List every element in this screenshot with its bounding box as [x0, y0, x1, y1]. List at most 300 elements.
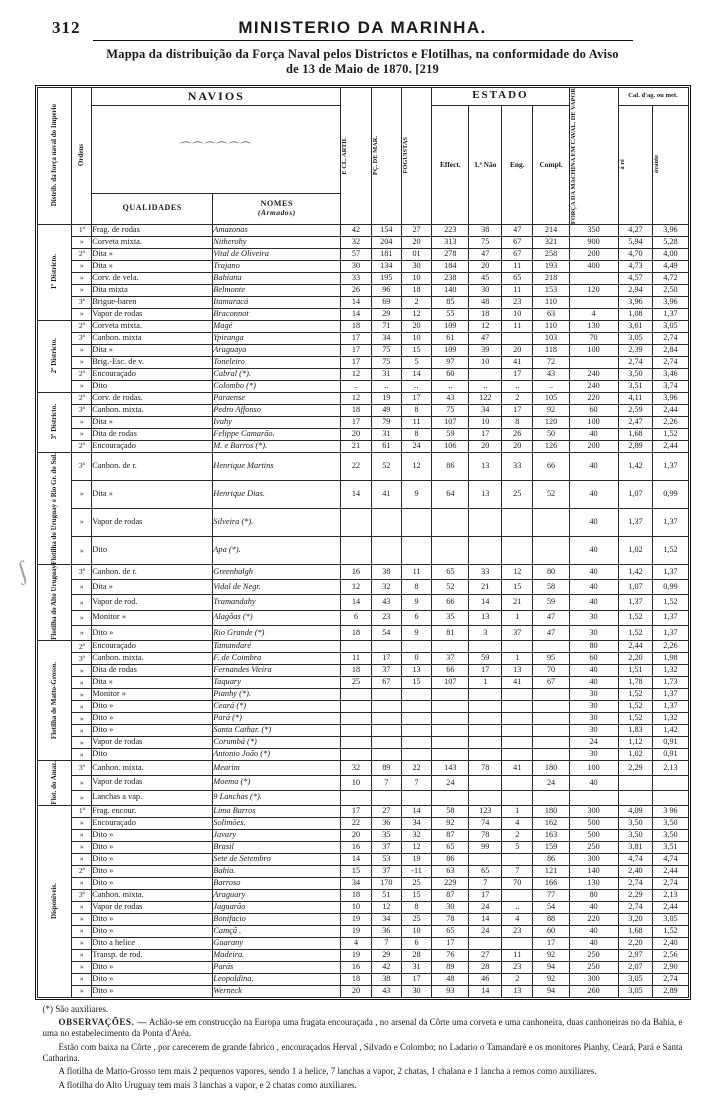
cell-num-4: 60 [432, 368, 469, 380]
cell-calado-avante: 1,42 [653, 725, 688, 737]
cell-num-1: 20 [341, 829, 371, 841]
district-label-text: 1º Districto. [49, 254, 58, 290]
cell-calado-avante: 1,32 [653, 665, 688, 677]
cell-num-6 [502, 889, 533, 901]
cell-num-6: 65 [502, 272, 533, 284]
cell-nome: Felippe Camarão. [213, 428, 341, 440]
cell-qualidade: Dita de rodas [92, 428, 213, 440]
cell-num-4: 85 [432, 296, 469, 308]
cell-num-7: 17 [533, 937, 569, 949]
cell-num-2: 51 [371, 889, 401, 901]
cell-qualidade: Dito » [92, 865, 213, 877]
cell-num-8: 40 [569, 536, 618, 564]
note-2: Estão com baixa na Côrte , por carecerem de grande fabrico , encouraçados Herval , Silvado e Colombo; no Ladario o Tamandaré e os monitores Pianhy, Ceará, Pará e Santa Catharina. [42, 1041, 683, 1063]
cell-num-1: 57 [341, 248, 371, 260]
district-label-text: Flotilha do Alto Uruguay [49, 565, 58, 641]
cell-nome: Tamandaré [213, 641, 341, 653]
cell-num-3: 20 [401, 236, 431, 248]
cell-num-4: 65 [432, 841, 469, 853]
cell-calado-avante: 2,74 [653, 877, 688, 889]
cell-num-4: 35 [432, 610, 469, 625]
cell-nome: Antonio João (*) [213, 749, 341, 761]
cell-nome: Pianhy (*). [213, 689, 341, 701]
cell-num-1: 18 [341, 404, 371, 416]
cell-calado-re: 1,52 [618, 713, 653, 725]
cell-num-2: 96 [371, 284, 401, 296]
cell-num-1: 6 [341, 610, 371, 625]
cell-qualidade: Dita » [92, 677, 213, 689]
cell-ordem: » [72, 536, 92, 564]
cell-ordem: » [72, 356, 92, 368]
cell-nome: Cabral (*). [213, 368, 341, 380]
cell-num-8: 120 [569, 284, 618, 296]
header-navios: NAVIOS [92, 87, 341, 105]
title-rule [93, 40, 633, 41]
cell-num-1: 15 [341, 865, 371, 877]
cell-num-5: 34 [469, 404, 502, 416]
cell-nome: Werneck [213, 985, 341, 997]
cell-calado-re: 1,37 [618, 595, 653, 610]
cell-num-5: 30 [469, 284, 502, 296]
cell-num-3: 8 [401, 404, 431, 416]
cell-num-6: 8 [502, 416, 533, 428]
cell-calado-avante: 1,52 [653, 428, 688, 440]
table-row [37, 404, 688, 416]
subtitle-line-2: de 13 de Maio de 1870. [219 [286, 61, 439, 76]
cell-num-1: 18 [341, 625, 371, 640]
cell-qualidade: Dito » [92, 713, 213, 725]
header-effect: Effect. [432, 105, 469, 224]
cell-num-3: 12 [401, 841, 431, 853]
cell-qualidade: Dita » [92, 260, 213, 272]
cell-num-8: 250 [569, 841, 618, 853]
district-label [37, 392, 72, 452]
table-row [37, 248, 688, 260]
cell-num-1: 20 [341, 428, 371, 440]
cell-num-8: 100 [569, 761, 618, 776]
cell-calado-avante: 1,52 [653, 536, 688, 564]
cell-num-7: 77 [533, 889, 569, 901]
cell-calado-re: 1,12 [618, 737, 653, 749]
cell-num-3: 01 [401, 248, 431, 260]
table-row [37, 452, 688, 480]
cell-qualidade: Brigue-baren [92, 296, 213, 308]
cell-num-7: 80 [533, 565, 569, 580]
cell-num-2: 170 [371, 877, 401, 889]
cell-num-6: 33 [502, 452, 533, 480]
cell-num-2: 43 [371, 595, 401, 610]
cell-num-7: 92 [533, 973, 569, 985]
cell-num-8: 24 [569, 737, 618, 749]
cell-qualidade: Dito » [92, 877, 213, 889]
cell-num-8: 500 [569, 817, 618, 829]
cell-nome: Ypiranga [213, 332, 341, 344]
cell-num-5: 47 [469, 332, 502, 344]
cell-num-4: 93 [432, 985, 469, 997]
cell-num-2: 32 [371, 580, 401, 595]
cell-qualidade: Corv. de vela. [92, 272, 213, 284]
cell-num-5 [469, 749, 502, 761]
cell-num-6: 2 [502, 829, 533, 841]
cell-ordem: » [72, 665, 92, 677]
cell-num-5: 38 [469, 224, 502, 236]
cell-qualidade: Dito » [92, 725, 213, 737]
cell-num-5: 123 [469, 805, 502, 817]
cell-ordem: 1ª [72, 805, 92, 817]
table-row [37, 973, 688, 985]
cell-num-2: 67 [371, 677, 401, 689]
cell-nome: Tramandahy [213, 595, 341, 610]
cell-num-7: 63 [533, 308, 569, 320]
cell-num-7 [533, 749, 569, 761]
district-label [37, 224, 72, 320]
header-compl: Compl. [533, 105, 569, 224]
cell-ordem: 2ª [72, 248, 92, 260]
cell-num-6: 4 [502, 913, 533, 925]
cell-num-7: 92 [533, 949, 569, 961]
header-distrito: Distrib. da força naval do Imperio [37, 87, 72, 224]
cell-calado-avante: 2,44 [653, 865, 688, 877]
district-label [37, 761, 72, 806]
table-row [37, 416, 688, 428]
cell-num-8: 220 [569, 392, 618, 404]
table-row [37, 961, 688, 973]
cell-num-7: 94 [533, 985, 569, 997]
cell-num-1: 18 [341, 320, 371, 332]
cell-num-7: 70 [533, 665, 569, 677]
cell-num-4 [432, 725, 469, 737]
header-primeira-nao: 1.ª Não [469, 105, 502, 224]
header-pc-mar: PÇ. DE MAR. [371, 87, 401, 224]
cell-qualidade: Frag. de rodas [92, 224, 213, 236]
cell-num-5: 59 [469, 653, 502, 665]
cell-num-2: 75 [371, 344, 401, 356]
cell-num-7: 67 [533, 677, 569, 689]
cell-num-1: 17 [341, 416, 371, 428]
cell-num-7: 121 [533, 865, 569, 877]
cell-num-5: 39 [469, 344, 502, 356]
cell-num-6 [502, 508, 533, 536]
cell-num-3: 8 [401, 580, 431, 595]
cell-num-1 [341, 641, 371, 653]
cell-ordem: 1ª [72, 224, 92, 236]
cell-num-5 [469, 701, 502, 713]
cell-num-2: 71 [371, 320, 401, 332]
cell-num-8: 130 [569, 320, 618, 332]
cell-num-5: 45 [469, 272, 502, 284]
cell-num-5 [469, 508, 502, 536]
cell-num-6: 4 [502, 817, 533, 829]
table-row [37, 508, 688, 536]
cell-num-5: 21 [469, 580, 502, 595]
cell-num-6: 11 [502, 284, 533, 296]
cell-num-4: 61 [432, 332, 469, 344]
cell-num-8: 100 [569, 344, 618, 356]
cell-qualidade: Dita » [92, 344, 213, 356]
cell-calado-re: 2,44 [618, 641, 653, 653]
cell-calado-re: 4,09 [618, 805, 653, 817]
table-body [37, 224, 688, 997]
cell-num-5: 14 [469, 595, 502, 610]
cell-ordem: » [72, 775, 92, 790]
cell-num-4: 76 [432, 949, 469, 961]
cell-ordem: 3ª [72, 296, 92, 308]
cell-num-8 [569, 790, 618, 805]
table-row [37, 380, 688, 392]
cell-num-1 [341, 713, 371, 725]
cell-num-3: 9 [401, 625, 431, 640]
cell-num-5: 20 [469, 260, 502, 272]
cell-num-7: 58 [533, 580, 569, 595]
cell-qualidade: Dito [92, 536, 213, 564]
cell-num-3: 30 [401, 985, 431, 997]
note-3: A flotilha de Matto-Grosso tem mais 2 pequenos vapores, sendo 1 a helice, 7 lanchas a vapor, 2 chatas, 1 chalana e 1 lancha a remos como auxiliares. [58, 1066, 597, 1077]
cell-calado-avante: 3,05 [653, 913, 688, 925]
cell-nome: Pedro Affonso [213, 404, 341, 416]
cell-num-4: 87 [432, 829, 469, 841]
cell-num-6: 11 [502, 949, 533, 961]
cell-num-7: 105 [533, 392, 569, 404]
cell-num-8: 30 [569, 725, 618, 737]
cell-num-7: 118 [533, 344, 569, 356]
table-row [37, 877, 688, 889]
cell-calado-avante: 0,99 [653, 480, 688, 508]
cell-num-7: 52 [533, 480, 569, 508]
cell-num-2: 134 [371, 260, 401, 272]
cell-num-8: 40 [569, 937, 618, 949]
cell-num-6 [502, 641, 533, 653]
cell-ordem: 2ª [72, 368, 92, 380]
cell-ordem: » [72, 829, 92, 841]
cell-num-3: 14 [401, 805, 431, 817]
cell-nome: Vital de Oliveira [213, 248, 341, 260]
cell-qualidade: Dito » [92, 973, 213, 985]
cell-nome: Magé [213, 320, 341, 332]
table-row [37, 296, 688, 308]
cell-num-7: 88 [533, 913, 569, 925]
cell-num-2: 69 [371, 296, 401, 308]
cell-num-2: 37 [371, 841, 401, 853]
cell-calado-avante: 2,44 [653, 901, 688, 913]
cell-num-3: 17 [401, 973, 431, 985]
cell-num-7: 95 [533, 653, 569, 665]
cell-num-3: 10 [401, 925, 431, 937]
cell-num-7 [533, 701, 569, 713]
cell-calado-re: 2,74 [618, 901, 653, 913]
cell-ordem: » [72, 595, 92, 610]
cell-num-4 [432, 508, 469, 536]
cell-num-6 [502, 701, 533, 713]
cell-num-4: 48 [432, 973, 469, 985]
cell-num-8: 220 [569, 913, 618, 925]
cell-ordem: 3ª [72, 565, 92, 580]
table-row [37, 949, 688, 961]
table-row [37, 428, 688, 440]
cell-num-6: 67 [502, 248, 533, 260]
cell-num-6: .. [502, 901, 533, 913]
district-label [37, 452, 72, 565]
cell-calado-re: 5,94 [618, 236, 653, 248]
cell-num-3: 20 [401, 320, 431, 332]
cell-num-2 [371, 536, 401, 564]
cell-num-1: 25 [341, 677, 371, 689]
cell-num-2: 42 [371, 961, 401, 973]
cell-calado-avante: 4,00 [653, 248, 688, 260]
cell-calado-re: 3,81 [618, 841, 653, 853]
cell-num-7: 110 [533, 320, 569, 332]
cell-num-2: 29 [371, 949, 401, 961]
cell-qualidade: Canhon. mixta. [92, 404, 213, 416]
cell-nome: Bahia. [213, 865, 341, 877]
cell-calado-re: 1,02 [618, 749, 653, 761]
table-row [37, 236, 688, 248]
cell-num-8: 200 [569, 248, 618, 260]
cell-calado-re: 1,83 [618, 725, 653, 737]
cell-ordem: 2ª [72, 641, 92, 653]
cell-num-1: 16 [341, 565, 371, 580]
cell-num-1: 20 [341, 985, 371, 997]
table-frame [35, 85, 691, 1000]
cell-num-2: 75 [371, 356, 401, 368]
cell-qualidade: Dita » [92, 416, 213, 428]
cell-calado-avante: 1,37 [653, 701, 688, 713]
cell-num-1: 17 [341, 344, 371, 356]
cell-num-2: 37 [371, 865, 401, 877]
cell-qualidade: Vapor de rod. [92, 595, 213, 610]
cell-num-5: 20 [469, 440, 502, 452]
cell-qualidade: Lanchas a vap. [92, 790, 213, 805]
cell-num-1 [341, 689, 371, 701]
cell-num-3: -11 [401, 865, 431, 877]
cell-num-2: 54 [371, 625, 401, 640]
cell-num-6: 10 [502, 308, 533, 320]
cell-nome: Henrique Dias. [213, 480, 341, 508]
cell-calado-avante: 2,89 [653, 985, 688, 997]
cell-nome: Fernandes Vieira [213, 665, 341, 677]
cell-calado-avante: 1,37 [653, 308, 688, 320]
naval-distribution-table [37, 87, 689, 998]
cell-num-5: 10 [469, 356, 502, 368]
cell-num-6: 23 [502, 925, 533, 937]
cell-num-1: 16 [341, 841, 371, 853]
cell-num-8: 300 [569, 973, 618, 985]
cell-num-7: 47 [533, 610, 569, 625]
cell-num-1: .. [341, 380, 371, 392]
header-ordens: Ordens [72, 87, 92, 224]
cell-num-4: 75 [432, 404, 469, 416]
cell-num-6: 23 [502, 961, 533, 973]
cell-nome: Rio Grande (*) [213, 625, 341, 640]
cell-num-1: 22 [341, 452, 371, 480]
cell-num-5: 10 [469, 416, 502, 428]
cell-num-2: 181 [371, 248, 401, 260]
cell-num-3: .. [401, 380, 431, 392]
cell-num-4: 313 [432, 236, 469, 248]
cell-num-8: 30 [569, 625, 618, 640]
cell-num-5: 78 [469, 761, 502, 776]
cell-num-8: 40 [569, 428, 618, 440]
cell-num-2: 7 [371, 775, 401, 790]
cell-num-7: 180 [533, 761, 569, 776]
cell-num-2: 43 [371, 985, 401, 997]
cell-num-2: 154 [371, 224, 401, 236]
cell-calado-avante: 2,56 [653, 949, 688, 961]
cell-num-1: 17 [341, 805, 371, 817]
cell-ordem: » [72, 416, 92, 428]
cell-num-3: 6 [401, 937, 431, 949]
cell-ordem: » [72, 689, 92, 701]
header-row-1 [37, 87, 688, 105]
cell-qualidade: Corveta mixta. [92, 236, 213, 248]
cell-ordem: 2ª [72, 440, 92, 452]
cell-qualidade: Dito [92, 380, 213, 392]
cell-num-6 [502, 713, 533, 725]
cell-num-2: 204 [371, 236, 401, 248]
cell-num-7 [533, 790, 569, 805]
cell-num-7: 103 [533, 332, 569, 344]
table-row [37, 595, 688, 610]
cell-num-3 [401, 737, 431, 749]
cell-num-6: 23 [502, 296, 533, 308]
cell-calado-avante: 2,26 [653, 416, 688, 428]
cell-num-7: 86 [533, 853, 569, 865]
cell-num-7: 258 [533, 248, 569, 260]
note-asterisk: (*) São auxiliares. [42, 1003, 109, 1014]
cell-num-8: 100 [569, 416, 618, 428]
cell-num-6: 17 [502, 404, 533, 416]
cell-num-8: 40 [569, 677, 618, 689]
cell-num-3: 12 [401, 452, 431, 480]
table-row [37, 368, 688, 380]
cell-num-4: 229 [432, 877, 469, 889]
cell-calado-avante: 0,91 [653, 737, 688, 749]
cell-calado-re: 4,11 [618, 392, 653, 404]
cell-num-8: 30 [569, 701, 618, 713]
cell-num-4: 78 [432, 913, 469, 925]
cell-num-4: 140 [432, 284, 469, 296]
header-calado-avante: ávante [653, 105, 688, 224]
table-row [37, 610, 688, 625]
cell-num-4: 238 [432, 272, 469, 284]
cell-num-3: 13 [401, 665, 431, 677]
cell-num-7: 24 [533, 775, 569, 790]
cell-num-7: 126 [533, 440, 569, 452]
cell-qualidade: Dito a helice [92, 937, 213, 949]
cell-calado-avante: 3,96 [653, 392, 688, 404]
cell-ordem: 3ª [72, 889, 92, 901]
cell-num-1: 12 [341, 368, 371, 380]
cell-num-8: 30 [569, 713, 618, 725]
table-row [37, 925, 688, 937]
cell-calado-avante: 2,44 [653, 404, 688, 416]
cell-num-4: 184 [432, 260, 469, 272]
cell-calado-re: 1,78 [618, 677, 653, 689]
cell-num-1 [341, 536, 371, 564]
cell-calado-re: 4,70 [618, 248, 653, 260]
cell-num-3 [401, 749, 431, 761]
cell-num-7: 47 [533, 625, 569, 640]
cell-ordem: » [72, 236, 92, 248]
cell-qualidade: Dita » [92, 580, 213, 595]
margin-scribble: ʃ [13, 555, 31, 586]
cell-calado-avante: 2,74 [653, 973, 688, 985]
cell-num-5: 28 [469, 961, 502, 973]
cell-num-3: 11 [401, 416, 431, 428]
cell-qualidade: Brig.-Esc. de v. [92, 356, 213, 368]
cell-num-2: 17 [371, 653, 401, 665]
cell-calado-avante: 3,51 [653, 841, 688, 853]
cell-calado-avante: 1,52 [653, 595, 688, 610]
